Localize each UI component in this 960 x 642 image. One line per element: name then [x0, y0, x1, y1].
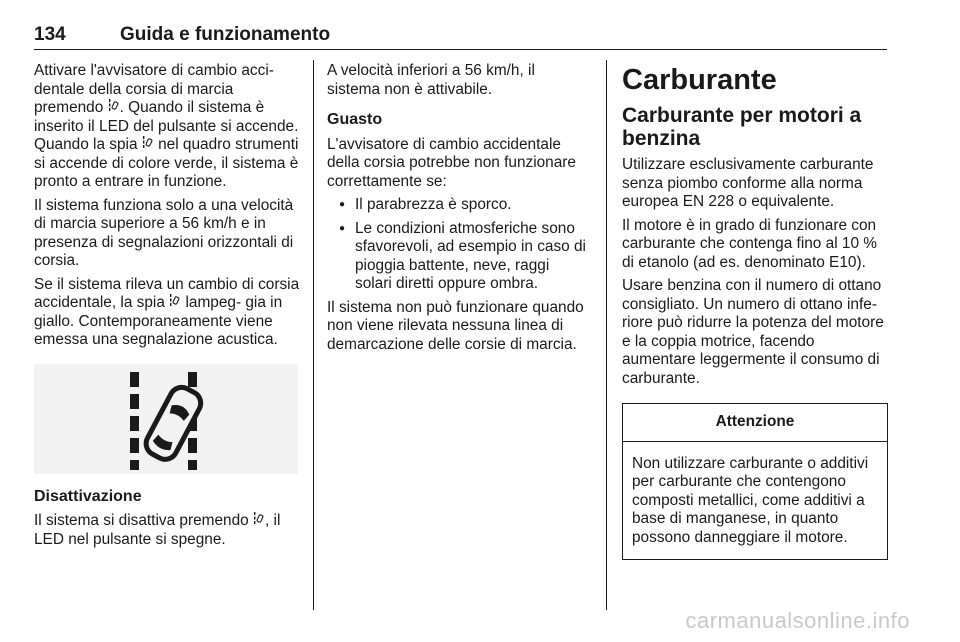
low-speed-paragraph: A velocità inferiori a 56 km/h, il sistema non è attivabile.: [327, 62, 535, 98]
lane-departure-icon: [108, 99, 120, 118]
page-number: 134: [34, 24, 66, 45]
column-divider-left: [313, 60, 314, 610]
list-item: ● Il parabrezza è sporco.: [327, 196, 587, 215]
caution-box: [622, 403, 888, 560]
fault-heading: Guasto: [327, 111, 383, 128]
page-header: [34, 22, 887, 50]
fault-intro-paragraph: L'avvisatore di cambio accidentale della corsia potrebbe non funzionare correttamente se:: [327, 135, 576, 190]
lane-departure-illustration: [34, 364, 298, 474]
column-middle: [327, 62, 587, 359]
section-subtitle: Carburante per motori a benzina: [622, 104, 862, 150]
activation-paragraph: Attivare l'avvisatore di cambio acci- dentale della corsia di marcia premendo . Quando il sistema è inserito il LED del pulsante si accende. Quando la spia nel quadro strumenti si accende di colore verde, il sistema è pronto a entrare in funzione.: [34, 62, 299, 190]
caution-text: Non utilizzare carburante o additivi per carburante che contengono composti metallici, come additivi a base di manganese, in quanto possono danneggiare il motore.: [632, 454, 869, 546]
ethanol-paragraph: Il motore è in grado di funzionare con carburante che contenga fino al 10 % di etanolo (ad es. denominato E10).: [622, 216, 877, 271]
deactivation-heading: Disattivazione: [34, 487, 142, 505]
column-divider-right: [606, 60, 607, 610]
list-item: ● Le condizioni atmosferiche sono sfavorevoli, ad esempio in caso di pioggia battente, neve, raggi solari diretti oppure ombra.: [327, 220, 587, 294]
section-title: Carburante: [622, 64, 777, 96]
watermark: carmanualsonline.info: [685, 608, 910, 633]
warning-paragraph: Se il sistema rileva un cambio di corsia accidentale, la spia lampeg- gia in giallo. Contemporaneamente viene emessa una segnalazione acustica.: [34, 275, 300, 348]
speed-requirement-paragraph: Il sistema funziona solo a una velocità di marcia superiore a 56 km/h e in presenza di segnalazioni orizzontali di corsia.: [34, 196, 294, 269]
column-right: [622, 62, 888, 560]
octane-paragraph: Usare benzina con il numero di ottano consigliato. Un numero di ottano infe- riore può ridurre la potenza del motore e la coppia motrice, facendo aumentare leggermente il consumo di carburante.: [622, 277, 884, 387]
fault-list: [327, 196, 587, 294]
page-title: Guida e funzionamento: [120, 24, 331, 45]
caution-title: Attenzione: [623, 404, 887, 442]
no-lane-paragraph: Il sistema non può funzionare quando non viene rilevata nessuna linea di demarcazione delle corsie di marcia.: [327, 298, 584, 353]
lane-departure-icon: [253, 512, 265, 531]
lane-departure-icon: [169, 294, 181, 313]
deactivation-paragraph: Il sistema si disattiva premendo , il LED nel pulsante si spegne.: [34, 512, 281, 548]
lane-departure-icon: [142, 136, 154, 155]
column-left: [34, 62, 300, 554]
fuel-standard-paragraph: Utilizzare esclusivamente carburante senza piombo conforme alla norma europea EN 228 o equivalente.: [622, 156, 874, 210]
lane-departure-symbol-icon: [34, 364, 298, 474]
